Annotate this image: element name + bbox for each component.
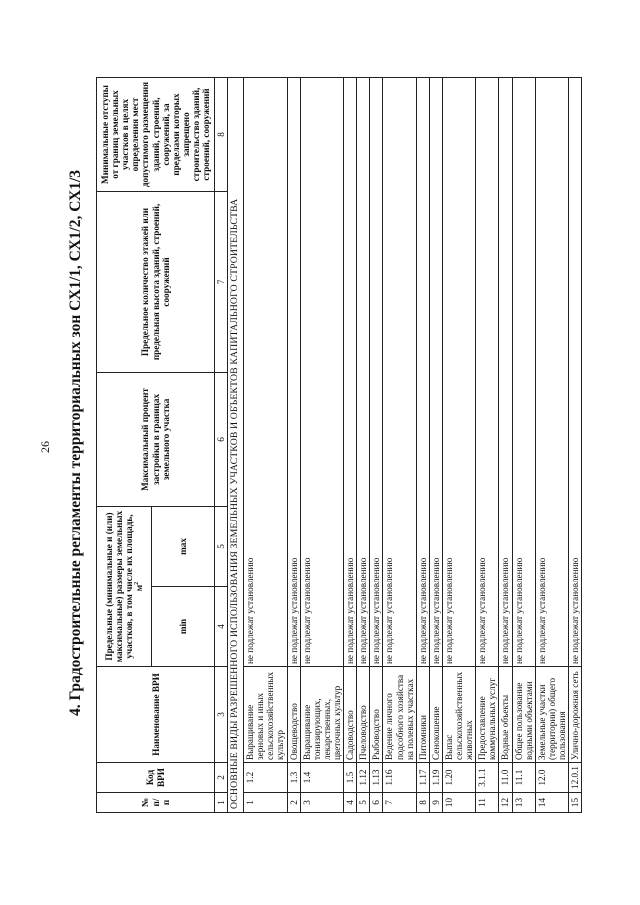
row-number: 13 (512, 793, 535, 813)
section-title: ОСНОВНЫЕ ВИДЫ РАЗРЕШЕННОГО ИСПОЛЬЗОВАНИЯ ЗЕМЕЛЬНЫХ УЧАСТКОВ И ОБЪЕКТОВ КАПИТАЛЬНОГО СТРОИТЕЛЬСТВА (228, 77, 244, 812)
vri-code: 1.4 (300, 763, 343, 793)
table-row (370, 77, 383, 812)
row-number: 10 (442, 793, 475, 813)
header-setbacks: Минимальные отступы от границ земельных участков в целях определения мест допустимого размещения зданий, строений, сооружений, за пределами которых запрещено строительство зданий, строений, сооружений (97, 77, 215, 191)
vri-name: Выращивание зерновых и иных сельскохозяйственных культур (244, 667, 287, 763)
vri-name: Общее пользование водными объектами (512, 667, 535, 763)
page-number: 26 (38, 441, 52, 453)
vri-name: Сенокошение (429, 667, 442, 763)
vri-code: 1.17 (416, 763, 429, 793)
header-size-sup: 2 (134, 581, 141, 585)
col-number: 7 (215, 191, 228, 372)
regulation-value: не подлежат установлению (535, 77, 568, 666)
row-number: 6 (370, 793, 383, 813)
vri-code: 1.16 (383, 763, 416, 793)
regulation-value: не подлежат установлению (416, 77, 429, 666)
row-number: 15 (569, 793, 582, 813)
regulation-value: не подлежат установлению (442, 77, 475, 666)
col-number: 8 (215, 77, 228, 191)
header-code: Код ВРИ (97, 763, 215, 793)
header-min: min (152, 587, 215, 667)
header-max: max (152, 506, 215, 586)
vri-code: 1.13 (370, 763, 383, 793)
table-row (476, 77, 499, 812)
col-number: 5 (215, 506, 228, 586)
vri-name: Земельные участки (территории) общего пользования (535, 667, 568, 763)
table-row (499, 77, 512, 812)
regulation-value: не подлежат установлению (429, 77, 442, 666)
regulation-value: не подлежат установлению (499, 77, 512, 666)
row-number: 5 (357, 793, 370, 813)
regulations-table (96, 77, 582, 813)
row-number: 7 (383, 793, 416, 813)
vri-code: 11.0 (499, 763, 512, 793)
header-size-text: Предельные (минимальные и (или) максимальные) размеры земельных участков, в том числе их площадь, м (103, 510, 145, 663)
regulation-value: не подлежат установлению (300, 77, 343, 666)
vri-name: Улично-дорожная сеть (569, 667, 582, 763)
vri-name: Рыбоводство (370, 667, 383, 763)
vri-name: Выращивание тонизирующих, лекарственных, цветочных культур (300, 667, 343, 763)
header-floors: Предельное количество этажей или предельная высота зданий, строений, сооружений (97, 191, 215, 372)
vri-code: 1.12 (357, 763, 370, 793)
vri-name: Ведение личного подсобного хозяйства на полевых участках (383, 667, 416, 763)
col-number: 4 (215, 587, 228, 667)
vri-code: 12.0.1 (569, 763, 582, 793)
row-number: 12 (499, 793, 512, 813)
vri-name: Водные объекты (499, 667, 512, 763)
vri-name: Питомники (416, 667, 429, 763)
table-row (442, 77, 475, 812)
table-row (344, 77, 357, 812)
vri-code: 12.0 (535, 763, 568, 793)
row-number: 8 (416, 793, 429, 813)
vri-name: Овощеводство (287, 667, 300, 763)
regulation-value: не подлежат установлению (569, 77, 582, 666)
row-number: 1 (244, 793, 287, 813)
col-number: 1 (215, 793, 228, 813)
regulation-value: не подлежат установлению (287, 77, 300, 666)
row-number: 3 (300, 793, 343, 813)
table-row (287, 77, 300, 812)
regulation-value: не подлежат установлению (476, 77, 499, 666)
regulation-value: не подлежат установлению (512, 77, 535, 666)
row-number: 9 (429, 793, 442, 813)
vri-code: 1.2 (244, 763, 287, 793)
table-row (569, 77, 582, 812)
row-number: 14 (535, 793, 568, 813)
table-row (512, 77, 535, 812)
table-row (383, 77, 416, 812)
table-row (535, 77, 568, 812)
row-number: 11 (476, 793, 499, 813)
table-row (300, 77, 343, 812)
table-row (429, 77, 442, 812)
vri-name: Садоводство (344, 667, 357, 763)
regulation-value: не подлежат установлению (383, 77, 416, 666)
row-number: 2 (287, 793, 300, 813)
vri-name: Пчеловодство (357, 667, 370, 763)
table-row (416, 77, 429, 812)
col-number: 2 (215, 763, 228, 793)
table-row (357, 77, 370, 812)
vri-code: 1.5 (344, 763, 357, 793)
vri-code: 1.3 (287, 763, 300, 793)
regulation-value: не подлежат установлению (244, 77, 287, 666)
vri-code: 3.1.1 (476, 763, 499, 793)
column-number-row (215, 77, 228, 812)
header-num: № п/п (97, 793, 215, 813)
header-size (97, 506, 152, 666)
header-percent: Максимальный процент застройки в границах земельного участка (97, 372, 215, 506)
rotated-page-content (60, 63, 580, 823)
section-row (228, 77, 244, 812)
row-number: 4 (344, 793, 357, 813)
regulation-value: не подлежат установлению (370, 77, 383, 666)
header-name: Наименование ВРИ (97, 667, 215, 763)
vri-name: Выпас сельскохозяйственных животных (442, 667, 475, 763)
regulation-value: не подлежат установлению (344, 77, 357, 666)
col-number: 3 (215, 667, 228, 763)
vri-code: 11.1 (512, 763, 535, 793)
col-number: 6 (215, 372, 228, 506)
vri-name: Предоставление коммунальных услуг (476, 667, 499, 763)
document-title: 4. Градостроительные регламенты территориальных зон СХ1/1, СХ1/2, СХ1/3 (67, 169, 84, 717)
regulation-value: не подлежат установлению (357, 77, 370, 666)
table-header-row (97, 77, 152, 812)
vri-code: 1.20 (442, 763, 475, 793)
vri-code: 1.19 (429, 763, 442, 793)
table-row (244, 77, 287, 812)
